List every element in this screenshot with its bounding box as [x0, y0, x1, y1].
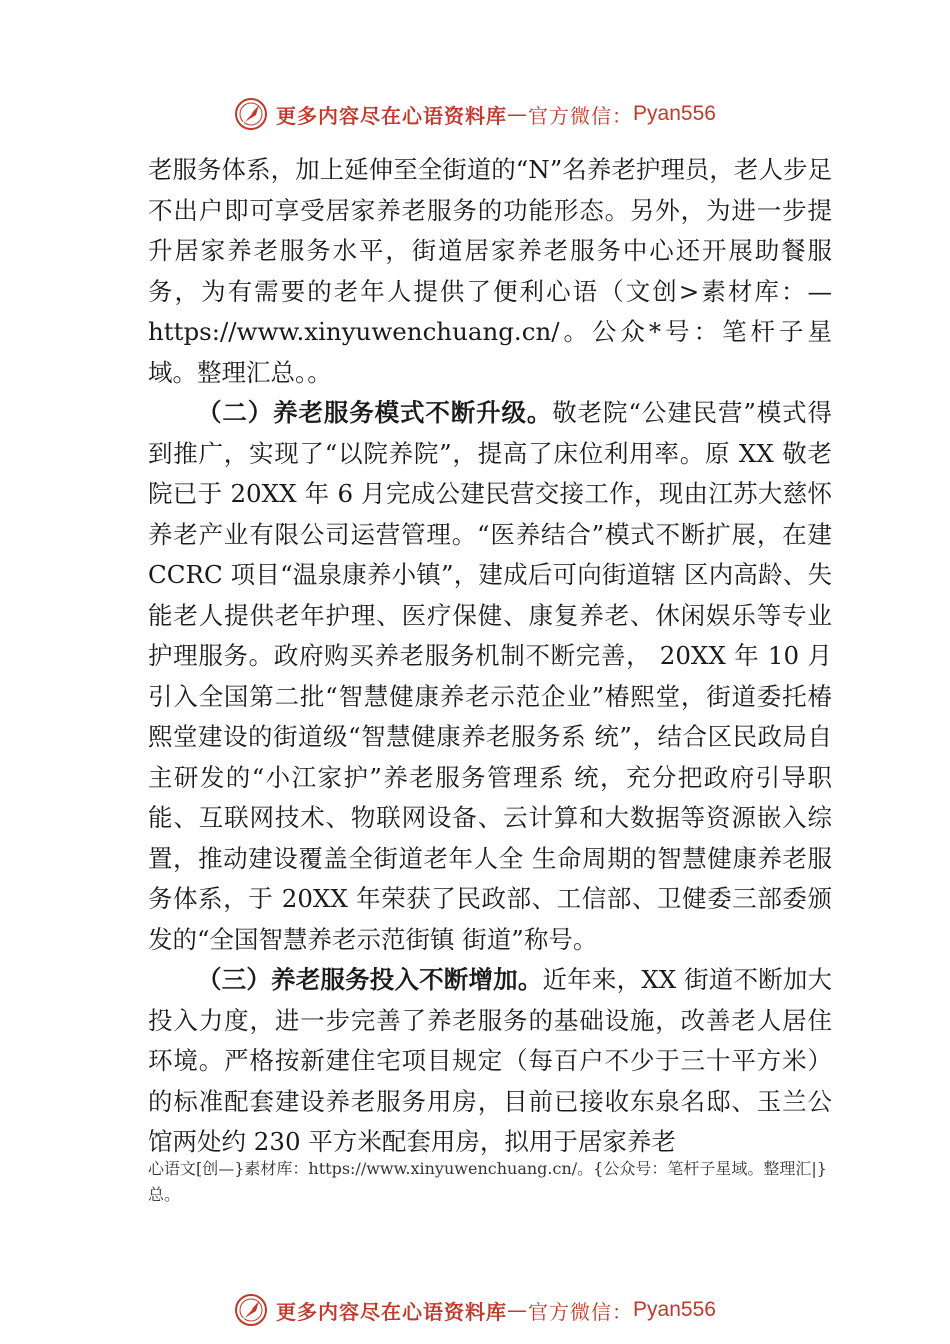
- section-heading: （三）养老服务投入不断增加。: [197, 965, 543, 994]
- paragraph-text: 老服务体系，加上延伸至全街道的“N”名养老护理员，老人步足不出户即可享受居家养老服务的功能形态。另外，为进一步提升居家养老服务水平，街道居家养老服务中心还开展助餐服务，为有需要的老年人提供了便利心语（文创>素材库：—https://www.xinyuwenchuang.cn/。公众*号：笔杆子星域。整理汇总。。: [148, 155, 832, 387]
- paragraph-text: 敬老院“公建民营”模式得到推广，实现了“以院养院”，提高了床位利用率。原 XX 敬老院已于 20XX 年 6 月完成公建民营交接工作，现由江苏大慈怀养老产业有限公司运营管理。“医养结合”模式不断扩展，在建 CCRC 项目“温泉康养小镇”，建成后可向街道辖 区内高龄、失能老人提供老年护理、医疗保健、康复养老、休闲娱乐等专业护理服务。政府购买养老服务机制不断完善， 20XX 年 10 月引入全国第二批“智慧健康养老示范企业”椿熙堂，街道委托椿熙堂建设的街道级“智慧健康养老服务系 统”，结合区民政局自主研发的“小江家护”养老服务管理系 统，充分把政府引导职能、互联网技术、物联网设备、云计算和大数据等资源嵌入综置，推动建设覆盖全街道老年人全 生命周期的智慧健康养老服务体系，于 20XX 年荣获了民政部、工信部、卫健委三部委颁发的“全国智慧养老示范街镇 街道”称号。: [148, 398, 832, 954]
- quill-logo-icon: [234, 1293, 268, 1327]
- banner-title: 更多内容尽在心语资料库: [276, 1299, 508, 1324]
- paragraph: [148, 960, 832, 1163]
- quill-logo-icon: [234, 97, 268, 131]
- footnote: 心语文[创—}素材库：https://www.xinyuwenchuang.cn/。{公众号：笔杆子星域。整理汇|}总。: [148, 1159, 827, 1204]
- section-heading: （二）养老服务模式不断升级。: [197, 398, 553, 427]
- banner-title: 更多内容尽在心语资料库: [276, 103, 508, 128]
- banner-wechat-id: Pyan556: [633, 102, 716, 125]
- header-banner: [0, 92, 950, 136]
- paragraph: [148, 150, 832, 393]
- paragraph-text: 近年来，XX 街道不断加大投入力度，进一步完善了养老服务的基础设施，改善老人居住环境。严格按新建住宅项目规定（每百户不少于三十平方米）的标准配套建设养老服务用房，目前已接收东泉名邸、玉兰公馆两处约 230 平方米配套用房，拟用于居家养老: [148, 965, 833, 1156]
- paragraph: [148, 393, 832, 960]
- banner-separator: —: [507, 102, 529, 126]
- footer-banner: [0, 1288, 950, 1332]
- banner-wechat-id: Pyan556: [633, 1298, 716, 1321]
- document-body: [148, 150, 832, 1163]
- banner-separator: —: [507, 1298, 529, 1322]
- banner-wechat-label: 官方微信：: [528, 1299, 634, 1324]
- banner-wechat-label: 官方微信：: [528, 103, 634, 128]
